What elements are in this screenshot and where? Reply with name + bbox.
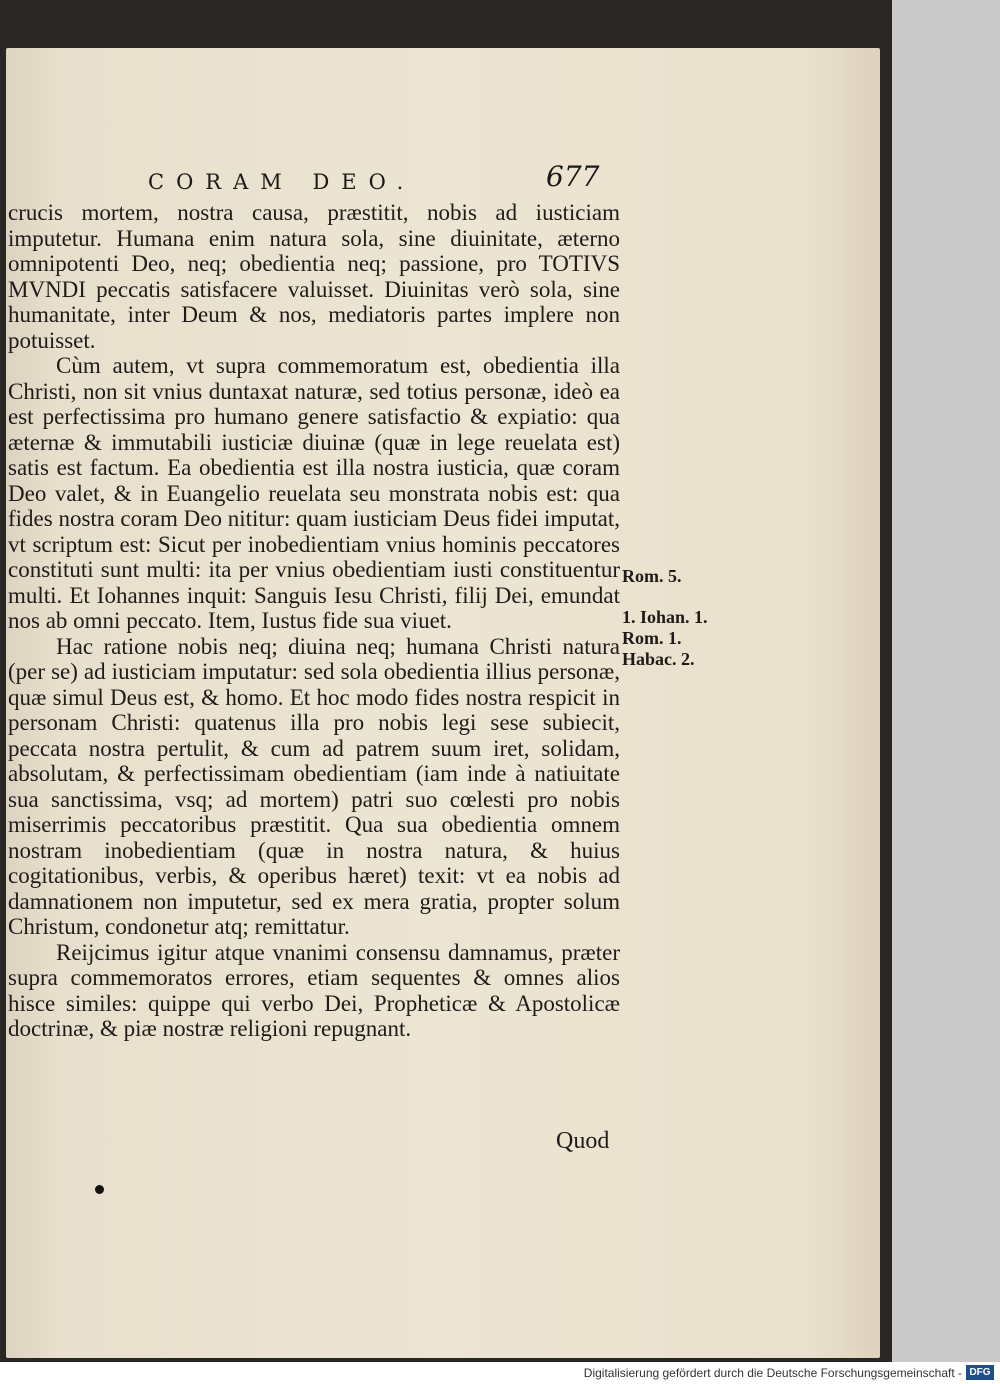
page-number: 677 [546, 160, 600, 193]
margin-notes [622, 566, 742, 670]
paragraph: Reijcimus igitur atque vnanimi consensu damnamus, præter supra commemoratos errores, etiam sequentes & omnes alios hisce similes: quippe qui verbo Dei, Propheticæ & Apostolicæ doctrinæ, & piæ nostræ religioni repugnant. [8, 939, 620, 1041]
margin-note: 1. Iohan. 1. [622, 607, 708, 627]
paragraph: Cùm autem, vt supra commemoratum est, obedientia illa Christi, non sit vnius duntaxat naturæ, sed totius personæ, ideò ea est perfectissima pro humano genere satisfactio & expiatio: qua æternæ & immutabili iusticiæ diuinæ (quæ in lege reuelata est) satis est factum. Ea obedientia est illa nostra iusticia, quæ coram Deo valet, & in Euangelio reuelata seu monstrata nobis est: qua fides nostra coram Deo nititur: quam iusticiam Deus fidei imputat, vt scriptum est: Sicut per inobedientiam vnius hominis peccatores constituti sunt multi: ita per vnius obedientiam iusti constituentur multi. Et Iohannes inquit: Sanguis Iesu Christi, filij Dei, emundat nos ab omni peccato. Item, Iustus fide sua viuet. [8, 353, 620, 633]
ink-spot [95, 1185, 104, 1194]
margin-note: Rom. 1. [622, 628, 682, 648]
funding-credit: Digitalisierung gefördert durch die Deutsche Forschungsgemeinschaft - [583, 1366, 962, 1380]
margin-note: Habac. 2. [622, 649, 695, 669]
catchword: Quod [556, 1128, 610, 1154]
paragraph: crucis mortem, nostra causa, præstitit, nobis ad iusticiam imputetur. Humana enim natura sola, sine diuinitate, æterno omnipotenti Deo, neq; obedientia neq; passione, pro TOTIVS MVNDI peccatis satisfacere valuisset. Diuinitas verò sola, sine humanitate, inter Deum & nos, mediatoris partes implere non potuisset. [8, 200, 620, 353]
body-text [8, 200, 620, 1042]
footer-bar [0, 1362, 1000, 1384]
paragraph: Hac ratione nobis neq; diuina neq; humana Christi natura (per se) ad iusticiam imputatur: sed sola obedientia illius personæ, quæ simul Deus est, & homo. Et hoc modo fides nostra respicit in personam Christi: quatenus illa pro nobis legi sese subiecit, peccata nostra pertulit, & cum ad patrem suum iret, solidam, absolutam, & perfectissimam obedientiam (iam inde à natiuitate sua sanctissima, vsq; ad mortem) patri suo cœlesti pro nobis miserrimis peccatoribus præstitit. Qua sua obedientia omnem nostram inobedientiam (quæ in nostra natura, & huius cogitationibus, verbis, & operibus hæret) texit: vt ea nobis ad damnationem non imputetur, sed ex mera gratia, propter solum Christum, condonetur atq; remittatur. [8, 633, 620, 939]
margin-note: Rom. 5. [622, 566, 682, 586]
dfg-logo[interactable]: DFG [966, 1365, 994, 1380]
running-head: CORAM DEO. [148, 170, 416, 194]
